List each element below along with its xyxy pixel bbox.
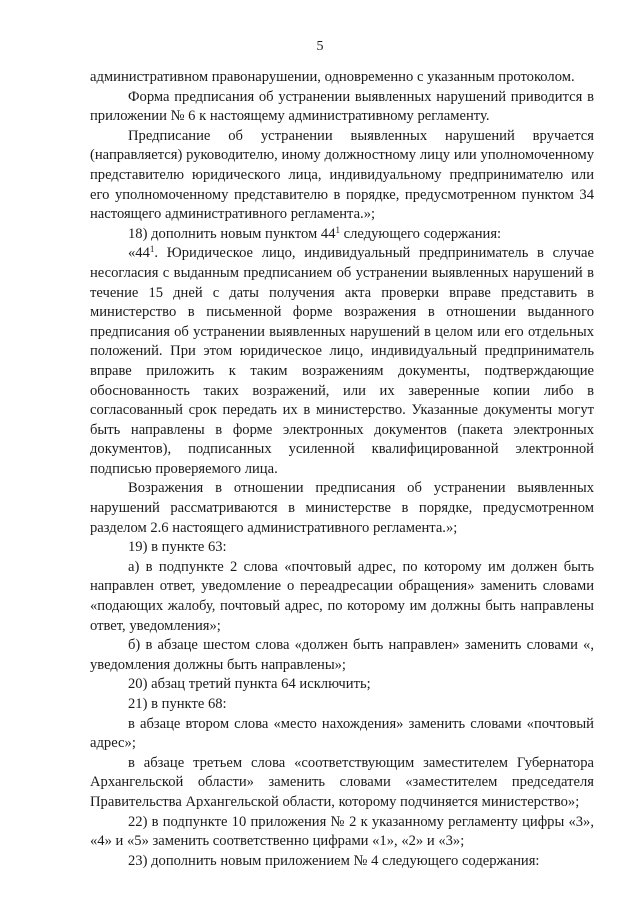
paragraph-prescription-delivery: Предписание об устранении выявленных нарушений вручается (направляется) руководителю, иному должностному лицу или уполномоченному представителю юридического лица, индивидуальному предпринимателю или его уполномоченному представителю в порядке, предусмотренном пунктом 34 настоящего административного регламента.»; xyxy=(90,127,594,223)
document-body xyxy=(90,68,594,871)
item-19-b: б) в абзаце шестом слова «должен быть направлен» заменить словами «, уведомления должны быть направлены»; xyxy=(90,637,594,673)
paragraph-continuation: административном правонарушении, одновременно с указанным протоколом. xyxy=(90,69,575,85)
item-18: 18) дополнить новым пунктом $44^1$ следующего содержания: xyxy=(128,224,502,242)
page-number: 5 xyxy=(316,39,324,54)
paragraph-objections: Возражения в отношении предписания об устранении выявленных нарушений рассматриваются в министерстве в порядке, предусмотренном разделом 2.6 настоящего административного регламента.»; xyxy=(90,480,594,536)
item-21-third-paragraph: в абзаце третьем слова «соответствующим заместителем Губернатора Архангельской области» заменить словами «заместителем председателя Правительства Архангельской области, которому подчиняется министерство»; xyxy=(90,754,594,810)
item-19-a: а) в подпункте 2 слова «почтовый адрес, по которому им должен быть направлен ответ, уведомление о переадресации обращения» заменить словами «подающих жалобу, почтовый адрес, по которому им должны быть направлены ответ, уведомления»; xyxy=(90,558,594,634)
item-19: 19) в пункте 63: xyxy=(128,539,227,556)
item-21: 21) в пункте 68: xyxy=(128,696,227,712)
item-20: 20) абзац третий пункта 64 исключить; xyxy=(128,676,371,693)
item-22: 22) в подпункте 10 приложения № 2 к указанному регламенту цифры «3», «4» и «5» заменить соответственно цифрами «1», «2» и «3»; xyxy=(90,813,594,850)
item-23: 23) дополнить новым приложением № 4 следующего содержания: xyxy=(128,852,540,869)
paragraph-44-1: «$44^1$. Юридическое лицо, индивидуальный предприниматель в случае несогласия с выданным предписанием об устранении выявленных нарушений в течение 15 дней с даты получения акта проверки вправе представить в министерство в письменной форме возражения в отношении выданного предписания об устранении выявленных нарушений в целом или его отдельных положений. При этом юридическое лицо, индивидуальный предприниматель вправе приложить к таким возражениям документы, подтверждающие обоснованность таких возражений, или их заверенные копии либо в согласованный срок передать их в министерство. Указанные документы могут быть направлены в форме электронных документов (пакета электронных документов), подписанных усиленной квалифицированной электронной подписью проверяемого лица. xyxy=(90,244,594,477)
item-21-second-paragraph: в абзаце втором слова «место нахождения» заменить словами «почтовый адрес»; xyxy=(90,715,594,752)
paragraph-prescription-form: Форма предписания об устранении выявленных нарушений приводится в приложении № 6 к настоящему административному регламенту. xyxy=(90,88,594,125)
